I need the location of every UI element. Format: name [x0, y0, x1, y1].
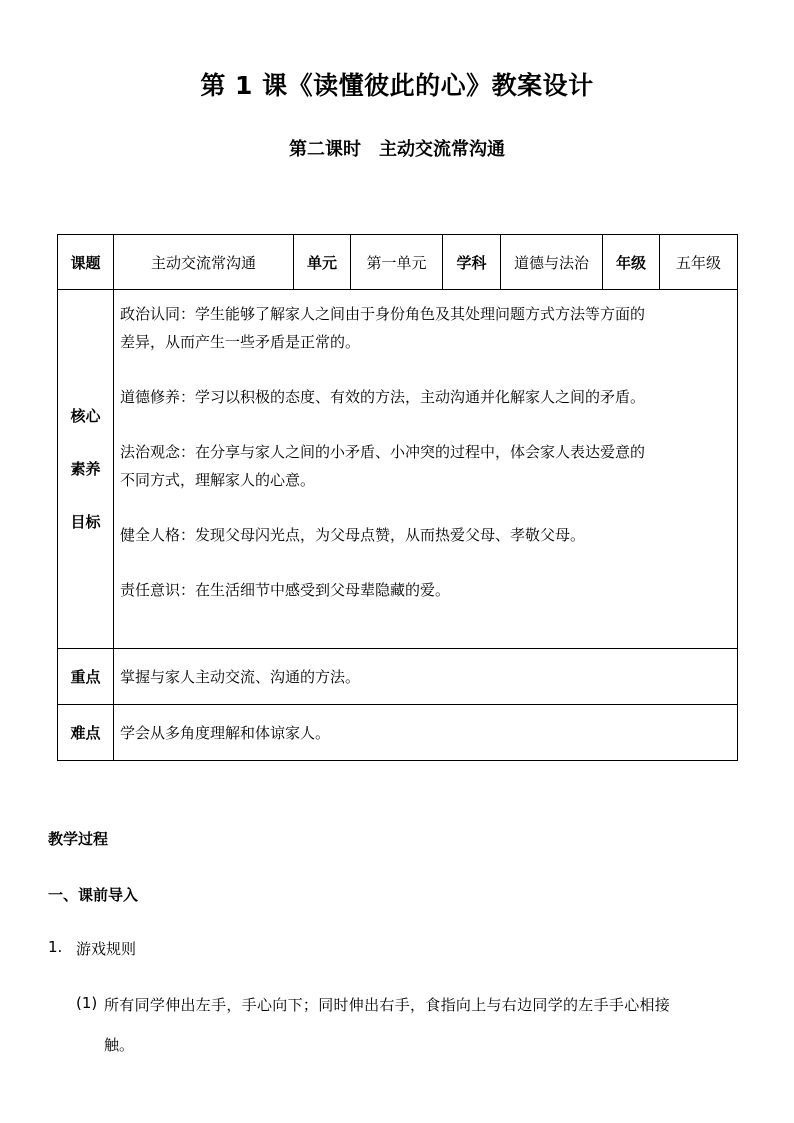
unit-value: 第一单元: [351, 235, 443, 290]
grade-value: 五年级: [660, 235, 738, 290]
subject-value: 道德与法治: [501, 235, 603, 290]
sub-item-number: (1): [76, 994, 98, 1012]
core-label-line: 核心: [70, 406, 101, 425]
goal-responsibility: 责任意识：在生活细节中感受到父母辈隐藏的爱。: [120, 581, 451, 599]
goal-political-line1: 政治认同：学生能够了解家人之间由于身份角色及其处理问题方式方法等方面的: [120, 305, 646, 323]
section-pre-class-intro: 一、课前导入: [48, 886, 139, 904]
difficult-point-label: 难点: [58, 705, 114, 761]
goal-personality: 健全人格：发现父母闪光点，为父母点赞，从而热爱父母、孝敬父母。: [120, 526, 586, 544]
document-subtitle: 第二课时 主动交流常沟通: [289, 139, 505, 160]
key-point-value: 掌握与家人主动交流、沟通的方法。: [114, 649, 738, 705]
key-point-row: [58, 649, 738, 705]
core-goals-row: [58, 290, 738, 649]
goal-political-line2: 差异，从而产生一些矛盾是正常的。: [120, 333, 361, 351]
unit-label: 单元: [294, 235, 351, 290]
difficult-point-row: [58, 705, 738, 761]
goal-moral: 道德修养：学习以积极的态度、有效的方法，主动沟通并化解家人之间的矛盾。: [120, 388, 646, 406]
goal-law-line1: 法治观念：在分享与家人之间的小矛盾、小冲突的过程中，体会家人表达爱意的: [120, 443, 646, 461]
topic-label: 课题: [58, 235, 114, 290]
table-header-row: [58, 235, 738, 290]
sub-item-line1: 所有同学伸出左手，手心向下；同时伸出右手，食指向上与右边同学的左手手心相接: [104, 996, 671, 1014]
core-goals-label: [58, 290, 114, 649]
topic-value: 主动交流常沟通: [114, 235, 294, 290]
difficult-point-value: 学会从多角度理解和体谅家人。: [114, 705, 738, 761]
key-point-label: 重点: [58, 649, 114, 705]
subject-label: 学科: [443, 235, 501, 290]
core-label-line: 目标: [70, 512, 101, 531]
document-title: 第 1 课《读懂彼此的心》教案设计: [200, 71, 594, 100]
core-label-line: 素养: [70, 459, 101, 478]
goal-law-line2: 不同方式，理解家人的心意。: [120, 471, 316, 489]
lesson-plan-table: [57, 234, 738, 761]
item-game-rules: 游戏规则: [76, 940, 137, 958]
item-number: 1.: [48, 938, 63, 956]
sub-item-line2: 触。: [104, 1036, 135, 1054]
core-goals-content: [114, 290, 738, 649]
grade-label: 年级: [603, 235, 660, 290]
teaching-process-heading: 教学过程: [48, 830, 109, 848]
